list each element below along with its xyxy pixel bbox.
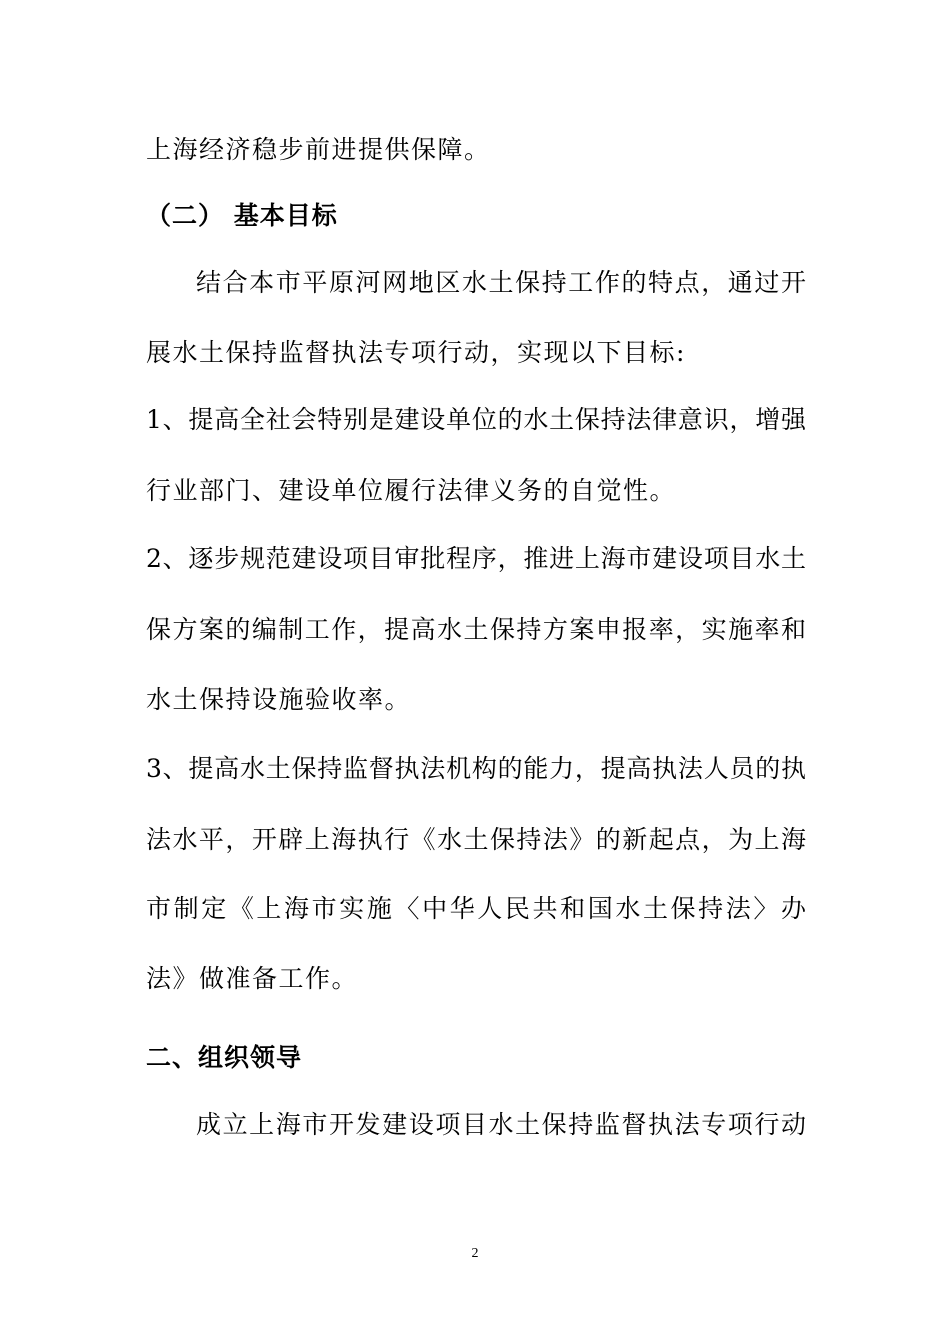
list-item-line: 市制定《上海市实施〈中华人民共和国水土保持法〉办 [146, 894, 806, 923]
section-heading: （二） 基本目标 [146, 201, 338, 230]
list-item-line: 3、提高水土保持监督执法机构的能力，提高执法人员的执 [146, 754, 806, 783]
section-heading: 二、组织领导 [146, 1043, 303, 1072]
paragraph-line: 上海经济稳步前进提供保障。 [146, 135, 491, 164]
paragraph-line: 展水土保持监督执法专项行动，实现以下目标: [146, 338, 686, 367]
list-item-line: 2、逐步规范建设项目审批程序，推进上海市建设项目水土 [146, 544, 806, 573]
list-item-line: 保方案的编制工作，提高水土保持方案申报率，实施率和 [146, 615, 806, 644]
list-item-line: 1、提高全社会特别是建设单位的水土保持法律意识，增强 [146, 405, 806, 434]
list-item-line: 法》做准备工作。 [146, 964, 359, 993]
paragraph-line: 结合本市平原河网地区水土保持工作的特点，通过开 [196, 268, 806, 297]
page-number: 2 [471, 1246, 479, 1261]
list-item-line: 水土保持设施验收率。 [146, 685, 412, 714]
list-item-line: 法水平，开辟上海执行《水土保持法》的新起点，为上海 [146, 825, 806, 854]
list-item-line: 行业部门、建设单位履行法律义务的自觉性。 [146, 476, 677, 505]
paragraph-line: 成立上海市开发建设项目水土保持监督执法专项行动 [196, 1110, 806, 1139]
